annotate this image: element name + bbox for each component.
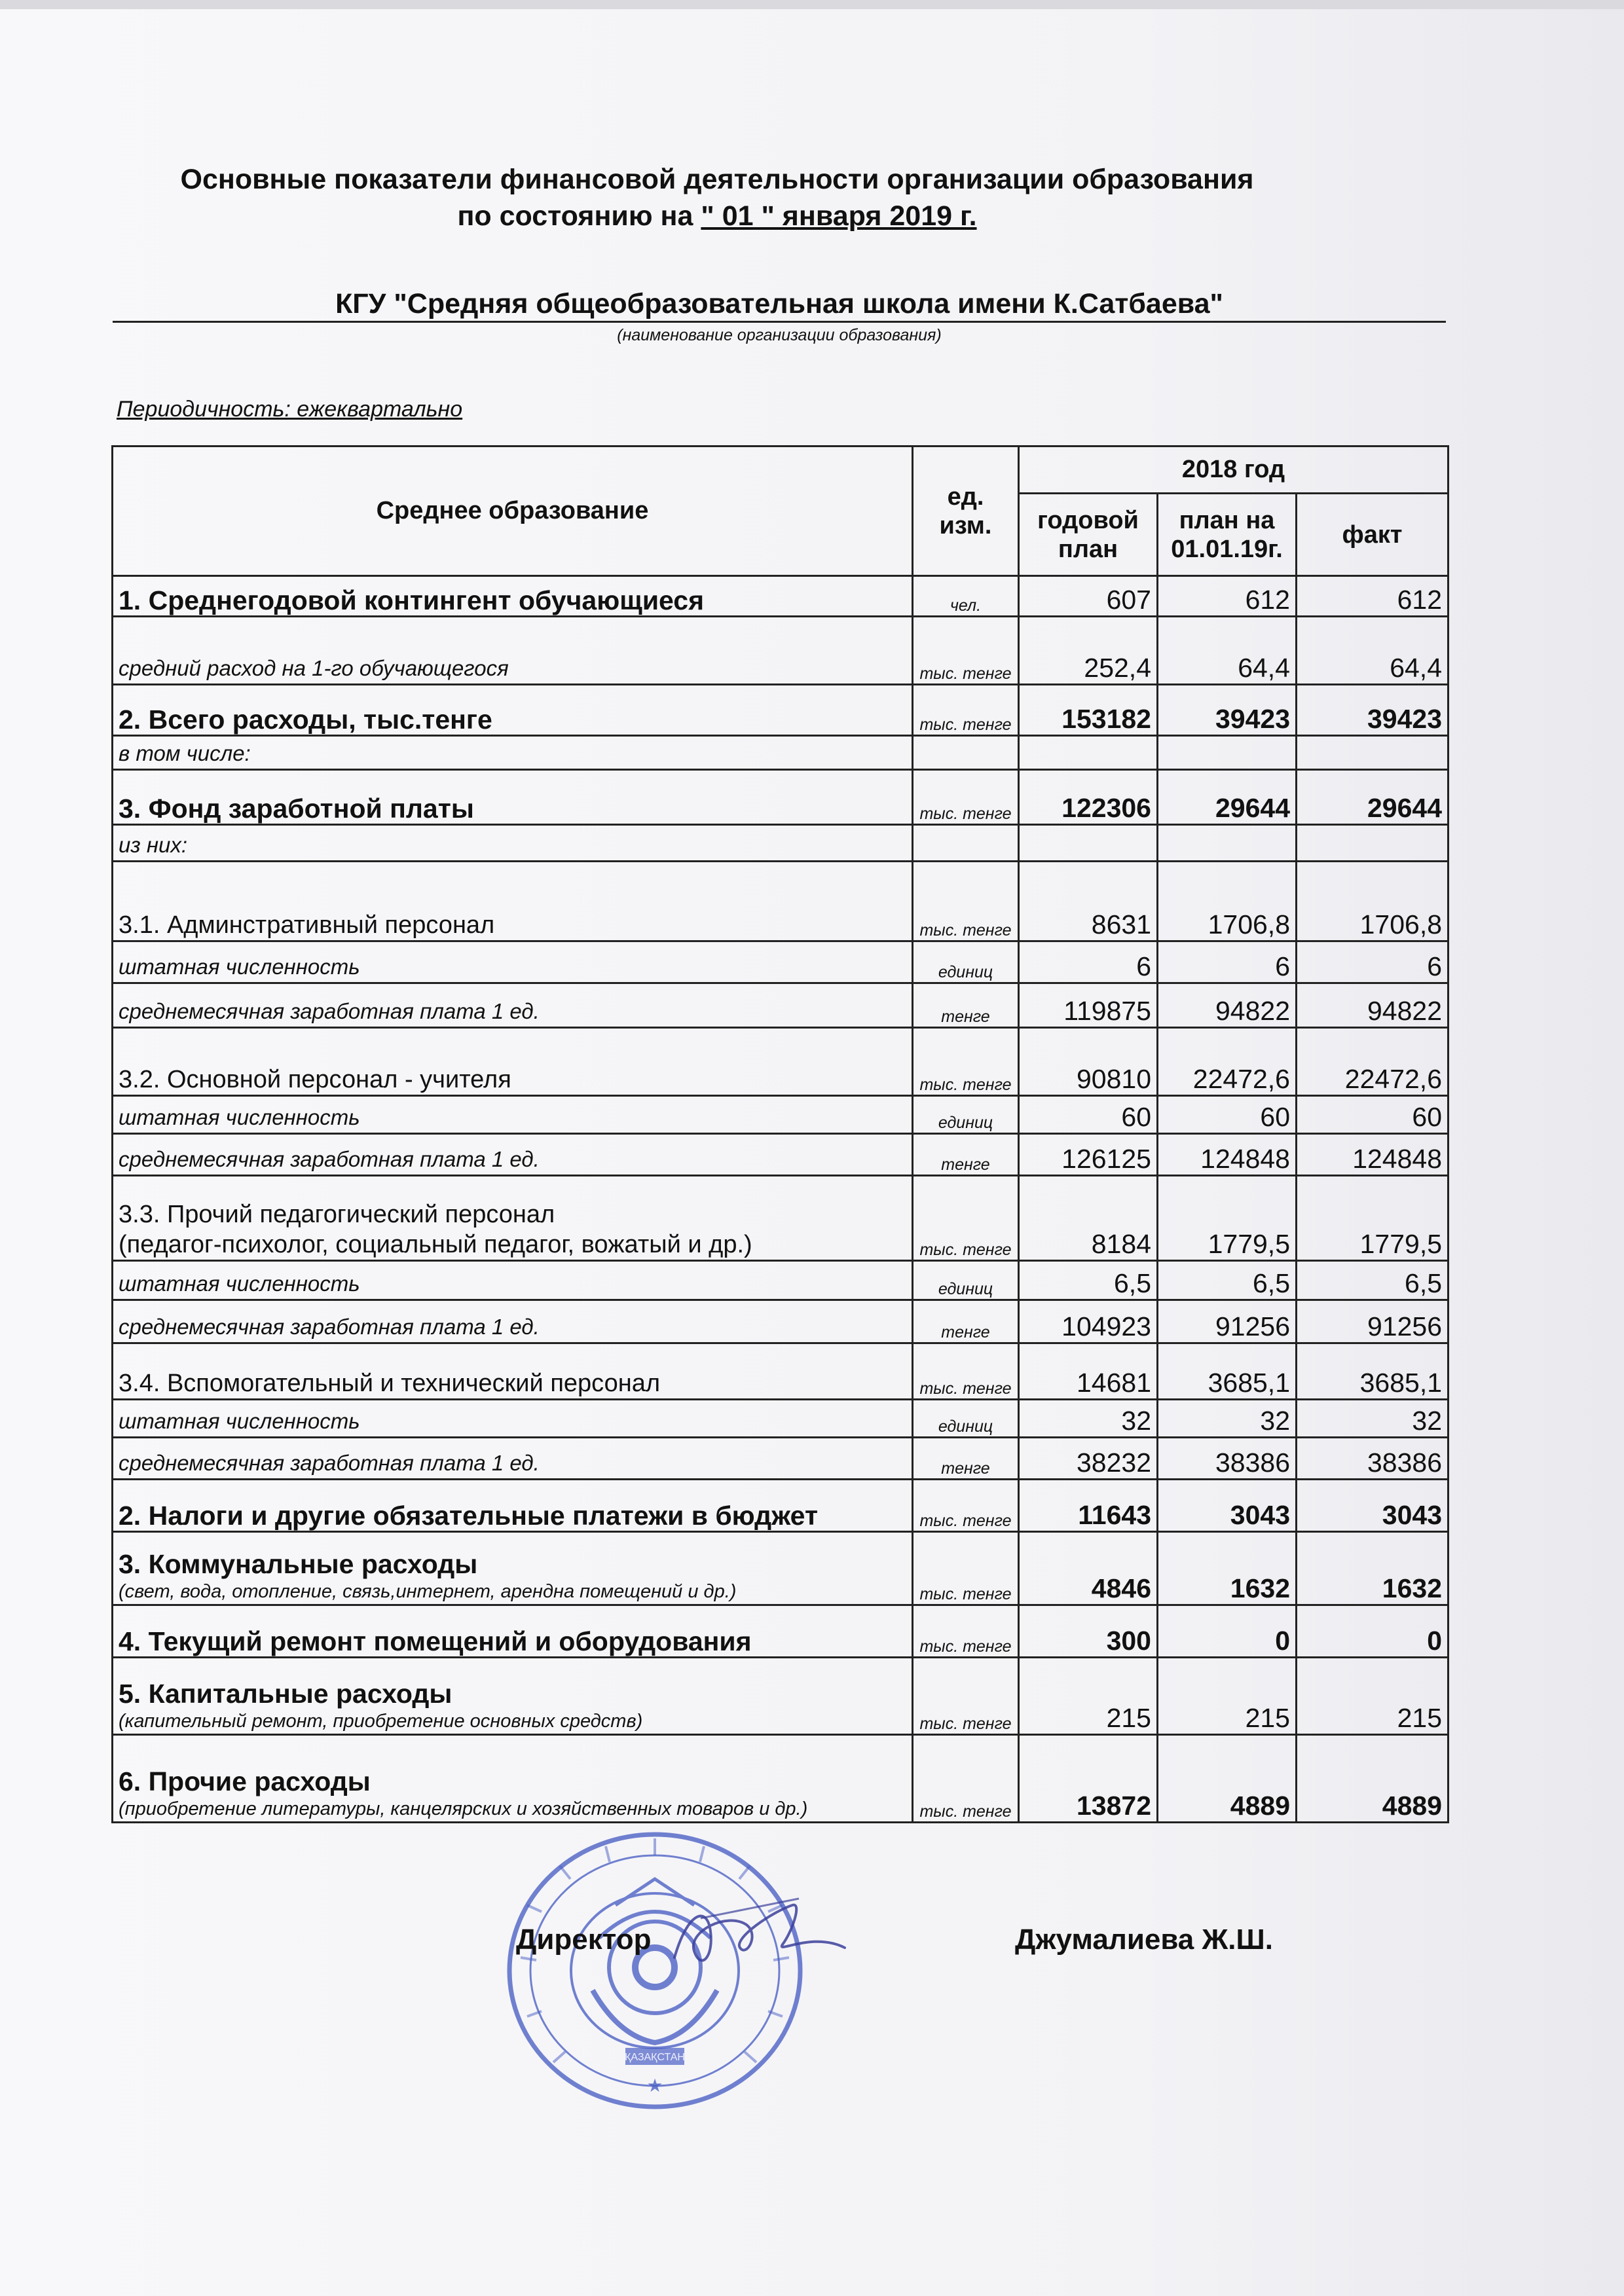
row-label bbox=[113, 1658, 913, 1735]
table-row bbox=[113, 1261, 1449, 1300]
row-plan-date: 32 bbox=[1158, 1400, 1297, 1438]
row-label: среднемесячная заработная плата 1 ед. bbox=[113, 1438, 913, 1480]
document-date-line bbox=[111, 199, 1323, 233]
report-date: " 01 " января 2019 г. bbox=[701, 200, 977, 232]
row-label bbox=[113, 1735, 913, 1823]
row-unit: тенге bbox=[913, 1300, 1019, 1343]
row-label bbox=[113, 1176, 913, 1261]
row-plan-date: 39423 bbox=[1158, 685, 1297, 736]
row-plan-date: 22472,6 bbox=[1158, 1028, 1297, 1096]
row-label-line2: (педагог-психолог, социальный педагог, вожатый и др.) bbox=[119, 1231, 752, 1258]
header-plan-date: план на 01.01.19г. bbox=[1158, 494, 1297, 576]
row-label: 3.1. Админстративный персонал bbox=[113, 862, 913, 941]
row-plan: 122306 bbox=[1019, 770, 1158, 825]
row-label: среднемесячная заработная плата 1 ед. bbox=[113, 1134, 913, 1176]
table-row bbox=[113, 685, 1449, 736]
organization-name: КГУ "Средняя общеобразовательная школа имени К.Сатбаева" bbox=[335, 288, 1223, 319]
row-plan-date: 4889 bbox=[1158, 1735, 1297, 1823]
table-row bbox=[113, 617, 1449, 685]
row-fact bbox=[1297, 736, 1449, 770]
row-fact: 3043 bbox=[1297, 1480, 1449, 1532]
periodicity: Периодичность: ежеквартально bbox=[117, 397, 463, 422]
row-plan: 11643 bbox=[1019, 1480, 1158, 1532]
row-label bbox=[113, 1532, 913, 1605]
row-plan-date: 29644 bbox=[1158, 770, 1297, 825]
row-label: из них: bbox=[113, 825, 913, 862]
seal-country-text: ҚАЗАҚСТАН bbox=[625, 2052, 685, 2063]
row-fact: 612 bbox=[1297, 576, 1449, 617]
row-plan-date: 60 bbox=[1158, 1096, 1297, 1134]
row-plan: 6 bbox=[1019, 941, 1158, 983]
row-plan: 8184 bbox=[1019, 1176, 1158, 1261]
table-row bbox=[113, 1343, 1449, 1400]
row-plan-date: 94822 bbox=[1158, 983, 1297, 1028]
row-unit bbox=[913, 736, 1019, 770]
table-row bbox=[113, 1658, 1449, 1735]
row-plan-date: 215 bbox=[1158, 1658, 1297, 1735]
row-fact: 3685,1 bbox=[1297, 1343, 1449, 1400]
row-label: среднемесячная заработная плата 1 ед. bbox=[113, 983, 913, 1028]
row-plan: 119875 bbox=[1019, 983, 1158, 1028]
row-plan: 13872 bbox=[1019, 1735, 1158, 1823]
table-row bbox=[113, 576, 1449, 617]
header-year: 2018 год bbox=[1019, 446, 1449, 494]
row-label: штатная численность bbox=[113, 941, 913, 983]
row-label: 2. Всего расходы, тыс.тенге bbox=[113, 685, 913, 736]
row-unit bbox=[913, 825, 1019, 862]
row-label: 3. Фонд заработной платы bbox=[113, 770, 913, 825]
row-label: среднемесячная заработная плата 1 ед. bbox=[113, 1300, 913, 1343]
row-plan-date: 3043 bbox=[1158, 1480, 1297, 1532]
row-fact: 39423 bbox=[1297, 685, 1449, 736]
row-unit: тыс. тенге bbox=[913, 1658, 1019, 1735]
row-unit: тыс. тенге bbox=[913, 1343, 1019, 1400]
table-row bbox=[113, 770, 1449, 825]
row-plan: 60 bbox=[1019, 1096, 1158, 1134]
handwritten-signature bbox=[661, 1886, 858, 1984]
row-label-title: 5. Капитальные расходы bbox=[119, 1679, 452, 1709]
table-row bbox=[113, 941, 1449, 983]
row-plan: 252,4 bbox=[1019, 617, 1158, 685]
row-label-note: (свет, вода, отопление, связь,интернет, арендна помещений и др.) bbox=[119, 1581, 737, 1602]
row-label-note: (капительный ремонт, приобретение основных средств) bbox=[119, 1711, 643, 1732]
row-fact: 38386 bbox=[1297, 1438, 1449, 1480]
table-row bbox=[113, 983, 1449, 1028]
row-unit: единиц bbox=[913, 1400, 1019, 1438]
table-row bbox=[113, 1735, 1449, 1823]
row-plan: 215 bbox=[1019, 1658, 1158, 1735]
row-unit: тыс. тенге bbox=[913, 862, 1019, 941]
row-fact: 32 bbox=[1297, 1400, 1449, 1438]
row-label-title: 3. Коммунальные расходы bbox=[119, 1549, 478, 1579]
row-unit: чел. bbox=[913, 576, 1019, 617]
row-unit: единиц bbox=[913, 1096, 1019, 1134]
table-row bbox=[113, 1480, 1449, 1532]
row-unit: тенге bbox=[913, 1134, 1019, 1176]
date-prefix: по состоянию на bbox=[457, 200, 701, 232]
row-fact: 91256 bbox=[1297, 1300, 1449, 1343]
row-fact: 124848 bbox=[1297, 1134, 1449, 1176]
row-label: 3.4. Вспомогательный и технический персонал bbox=[113, 1343, 913, 1400]
row-label-note: (приобретение литературы, канцелярских и хозяйственных товаров и др.) bbox=[119, 1798, 808, 1819]
row-plan-date: 91256 bbox=[1158, 1300, 1297, 1343]
row-fact: 29644 bbox=[1297, 770, 1449, 825]
row-unit: тыс. тенге bbox=[913, 1605, 1019, 1658]
row-fact: 64,4 bbox=[1297, 617, 1449, 685]
row-fact: 94822 bbox=[1297, 983, 1449, 1028]
row-fact: 1706,8 bbox=[1297, 862, 1449, 941]
row-plan: 32 bbox=[1019, 1400, 1158, 1438]
table-row bbox=[113, 1134, 1449, 1176]
row-label: штатная численность bbox=[113, 1261, 913, 1300]
row-label: 3.2. Основной персонал - учителя bbox=[113, 1028, 913, 1096]
row-label: штатная численность bbox=[113, 1400, 913, 1438]
row-fact: 60 bbox=[1297, 1096, 1449, 1134]
row-unit: тыс. тенге bbox=[913, 770, 1019, 825]
row-plan-date: 1632 bbox=[1158, 1532, 1297, 1605]
header-annual-plan: годовой план bbox=[1019, 494, 1158, 576]
financial-indicators-table bbox=[111, 445, 1449, 1823]
row-plan: 607 bbox=[1019, 576, 1158, 617]
row-unit: тыс. тенге bbox=[913, 1176, 1019, 1261]
row-plan bbox=[1019, 736, 1158, 770]
header-unit: ед. изм. bbox=[913, 446, 1019, 576]
row-plan-date: 3685,1 bbox=[1158, 1343, 1297, 1400]
header-fact: факт bbox=[1297, 494, 1449, 576]
row-label: 2. Налоги и другие обязательные платежи в бюджет bbox=[113, 1480, 913, 1532]
organization-caption: (наименование организации образования) bbox=[617, 326, 942, 344]
row-unit: тыс. тенге bbox=[913, 1532, 1019, 1605]
table-row bbox=[113, 736, 1449, 770]
table-row bbox=[113, 1400, 1449, 1438]
row-plan-date: 1706,8 bbox=[1158, 862, 1297, 941]
row-label-line1: 3.3. Прочий педагогический персонал bbox=[119, 1201, 555, 1228]
row-plan-date bbox=[1158, 825, 1297, 862]
row-unit: тенге bbox=[913, 983, 1019, 1028]
row-fact bbox=[1297, 825, 1449, 862]
row-plan-date: 6,5 bbox=[1158, 1261, 1297, 1300]
director-name: Джумалиева Ж.Ш. bbox=[1015, 1923, 1273, 1956]
row-plan-date: 64,4 bbox=[1158, 617, 1297, 685]
table-row bbox=[113, 1096, 1449, 1134]
row-unit: тыс. тенге bbox=[913, 1028, 1019, 1096]
row-plan: 300 bbox=[1019, 1605, 1158, 1658]
table-row bbox=[113, 1438, 1449, 1480]
row-fact: 4889 bbox=[1297, 1735, 1449, 1823]
row-unit: тыс. тенге bbox=[913, 1735, 1019, 1823]
row-label: средний расход на 1-го обучающегося bbox=[113, 617, 913, 685]
row-plan: 4846 bbox=[1019, 1532, 1158, 1605]
row-plan: 14681 bbox=[1019, 1343, 1158, 1400]
row-plan: 104923 bbox=[1019, 1300, 1158, 1343]
row-fact: 215 bbox=[1297, 1658, 1449, 1735]
table-row bbox=[113, 1300, 1449, 1343]
scan-top-edge bbox=[0, 0, 1624, 9]
row-fact: 6 bbox=[1297, 941, 1449, 983]
table-row bbox=[113, 1176, 1449, 1261]
row-plan: 6,5 bbox=[1019, 1261, 1158, 1300]
row-fact: 0 bbox=[1297, 1605, 1449, 1658]
table-row bbox=[113, 825, 1449, 862]
header-education: Среднее образование bbox=[113, 446, 913, 576]
row-plan-date: 124848 bbox=[1158, 1134, 1297, 1176]
row-plan: 90810 bbox=[1019, 1028, 1158, 1096]
row-plan-date: 0 bbox=[1158, 1605, 1297, 1658]
table-row bbox=[113, 1605, 1449, 1658]
table-row bbox=[113, 1532, 1449, 1605]
row-unit: тыс. тенге bbox=[913, 1480, 1019, 1532]
row-label-title: 6. Прочие расходы bbox=[119, 1766, 371, 1796]
row-plan-date: 1779,5 bbox=[1158, 1176, 1297, 1261]
row-unit: тыс. тенге bbox=[913, 685, 1019, 736]
organization-underline bbox=[113, 321, 1446, 323]
row-plan: 8631 bbox=[1019, 862, 1158, 941]
row-plan: 126125 bbox=[1019, 1134, 1158, 1176]
table-row bbox=[113, 1028, 1449, 1096]
row-unit: единиц bbox=[913, 941, 1019, 983]
row-label: 4. Текущий ремонт помещений и оборудования bbox=[113, 1605, 913, 1658]
row-plan bbox=[1019, 825, 1158, 862]
director-title: Директор bbox=[516, 1923, 652, 1956]
row-unit: единиц bbox=[913, 1261, 1019, 1300]
row-plan-date bbox=[1158, 736, 1297, 770]
svg-text:★: ★ bbox=[646, 2075, 663, 2096]
row-label: 1. Среднегодовой контингент обучающиеся bbox=[113, 576, 913, 617]
table-row bbox=[113, 862, 1449, 941]
row-unit: тенге bbox=[913, 1438, 1019, 1480]
row-label: в том числе: bbox=[113, 736, 913, 770]
row-fact: 6,5 bbox=[1297, 1261, 1449, 1300]
row-plan-date: 38386 bbox=[1158, 1438, 1297, 1480]
row-plan: 153182 bbox=[1019, 685, 1158, 736]
row-unit: тыс. тенге bbox=[913, 617, 1019, 685]
row-fact: 22472,6 bbox=[1297, 1028, 1449, 1096]
row-label: штатная численность bbox=[113, 1096, 913, 1134]
document-title: Основные показатели финансовой деятельности организации образования bbox=[180, 164, 1254, 195]
row-fact: 1632 bbox=[1297, 1532, 1449, 1605]
row-plan-date: 6 bbox=[1158, 941, 1297, 983]
row-plan-date: 612 bbox=[1158, 576, 1297, 617]
row-plan: 38232 bbox=[1019, 1438, 1158, 1480]
row-fact: 1779,5 bbox=[1297, 1176, 1449, 1261]
